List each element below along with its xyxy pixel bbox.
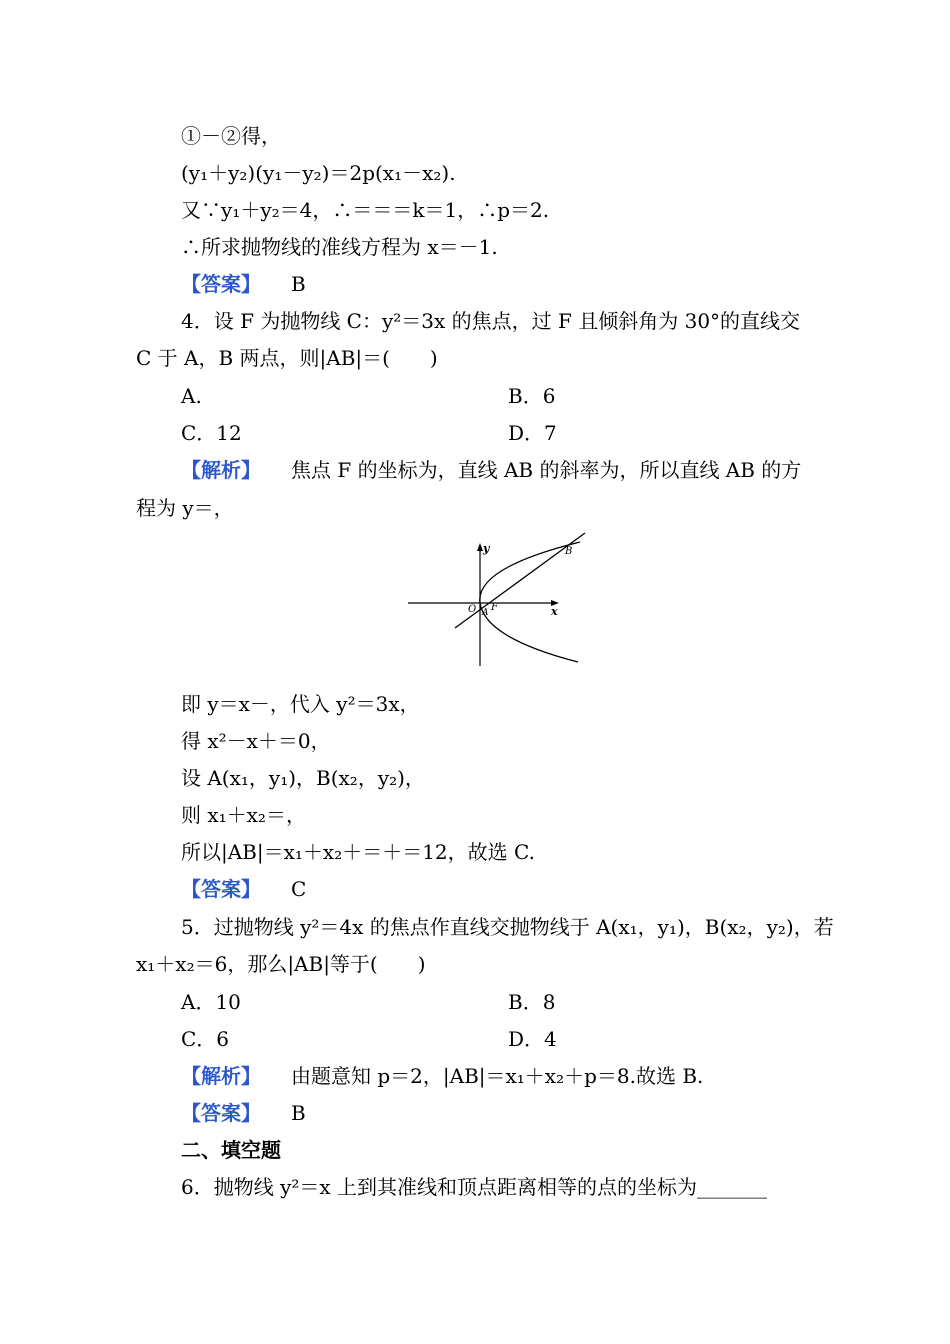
answer-tag: 【答案】 — [181, 272, 261, 296]
point-b-label: B — [565, 546, 573, 557]
analysis-text: 由题意知 p＝2，|AB|＝x₁＋x₂＋p＝8.故选 B. — [291, 1064, 704, 1088]
answer-tag: 【答案】 — [181, 1101, 261, 1125]
point-a-label: A — [482, 608, 489, 618]
answer-value: C — [291, 877, 307, 901]
question-4-line-2: C 于 A，B 两点，则|AB|＝( ) — [136, 346, 438, 370]
analysis-tag: 【解析】 — [181, 1064, 261, 1088]
text-line: 又∵y₁＋y₂＝4，∴＝＝＝k＝1，∴p＝2. — [181, 198, 550, 222]
y-axis-label: y — [483, 542, 490, 555]
option-c: C．12 — [181, 421, 242, 445]
option-d: D．7 — [508, 421, 557, 445]
question-4-line-1: 4．设 F 为抛物线 C：y²＝3x 的焦点，过 F 且倾斜角为 30°的直线交 — [181, 309, 801, 333]
question-6-line: 6．抛物线 y²＝x 上到其准线和顶点距离相等的点的坐标为_______ — [181, 1175, 768, 1199]
analysis-line — [181, 458, 801, 482]
text-line: ①－②得， — [181, 124, 281, 148]
section-heading: 二、填空题 — [181, 1138, 281, 1162]
text-line: 得 x²－x＋＝0， — [181, 729, 331, 753]
option-b: B．8 — [508, 990, 556, 1014]
analysis-text: 焦点 F 的坐标为，直线 AB 的斜率为，所以直线 AB 的方 — [291, 458, 802, 482]
text-line: 程为 y＝， — [136, 496, 234, 520]
text-line: 则 x₁＋x₂＝， — [181, 803, 306, 827]
text-line: ∴所求抛物线的准线方程为 x＝－1. — [181, 235, 498, 259]
option-c: C．6 — [181, 1027, 230, 1051]
text-line: (y₁＋y₂)(y₁－y₂)＝2p(x₁－x₂). — [181, 161, 456, 185]
parabola-figure — [405, 528, 595, 670]
option-b: B．6 — [508, 384, 556, 408]
answer-tag: 【答案】 — [181, 877, 261, 901]
option-d: D．4 — [508, 1027, 557, 1051]
text-line: 所以|AB|＝x₁＋x₂＋＝＋＝12，故选 C. — [181, 840, 535, 864]
answer-line — [181, 272, 306, 296]
answer-value: B — [291, 1101, 306, 1125]
focus-label: F — [491, 602, 498, 613]
x-axis-label: x — [551, 605, 558, 618]
answer-line — [181, 877, 306, 901]
analysis-line — [181, 1064, 703, 1088]
text-line: 即 y＝x－，代入 y²＝3x， — [181, 692, 420, 716]
option-a: A. — [181, 384, 202, 408]
analysis-tag: 【解析】 — [181, 458, 261, 482]
answer-value: B — [291, 272, 306, 296]
origin-label: O — [468, 604, 477, 615]
text-line: 设 A(x₁，y₁)，B(x₂，y₂)， — [181, 766, 425, 790]
answer-line — [181, 1101, 306, 1125]
option-a: A．10 — [181, 990, 241, 1014]
question-5-line-1: 5．过抛物线 y²＝4x 的焦点作直线交抛物线于 A(x₁，y₁)，B(x₂，y₂)，若 — [181, 915, 834, 939]
question-5-line-2: x₁＋x₂＝6，那么|AB|等于( ) — [136, 952, 426, 976]
